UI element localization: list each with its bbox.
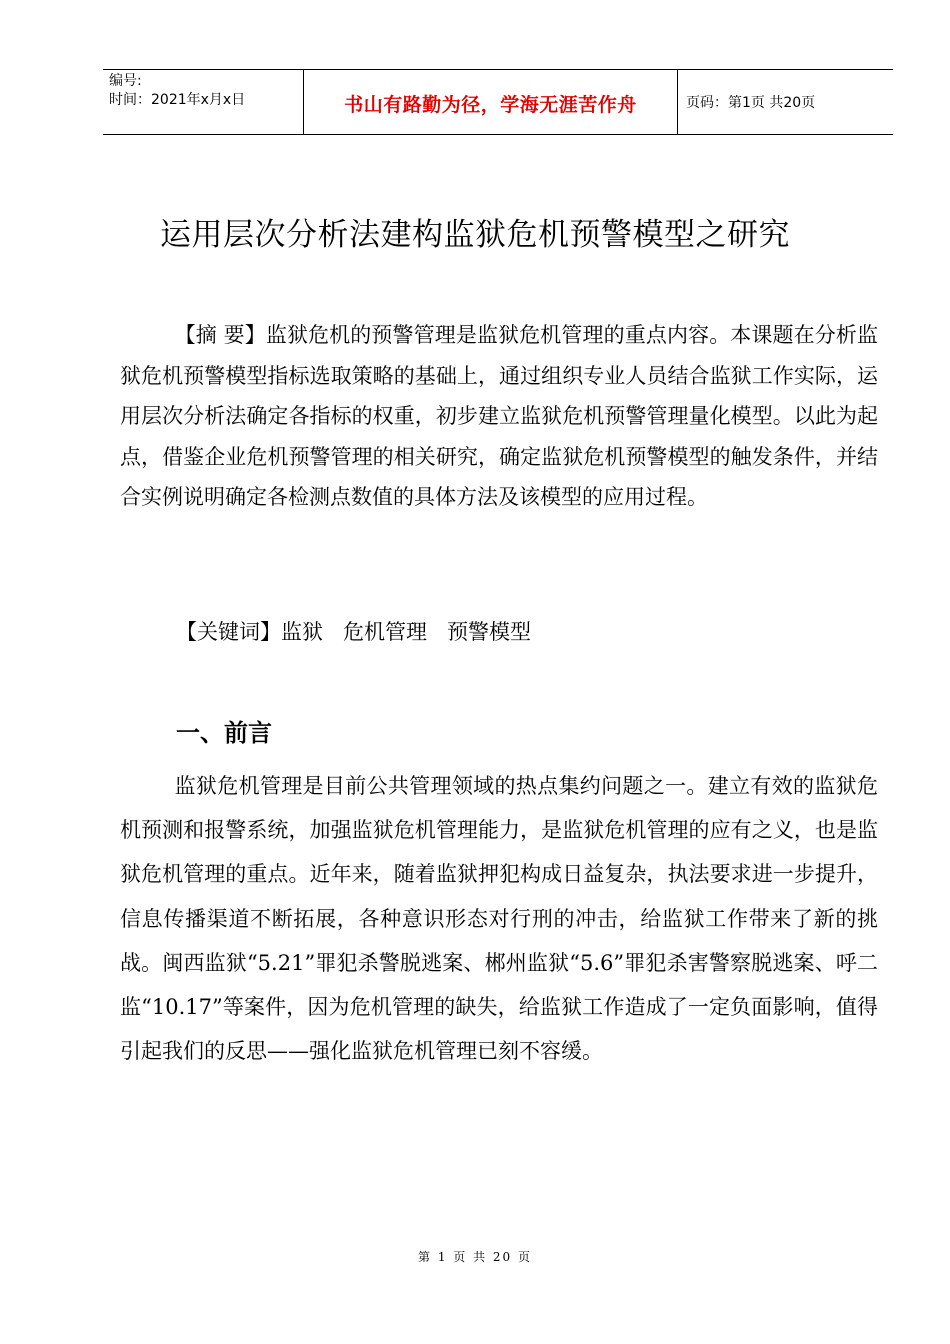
abstract-paragraph: 【摘 要】监狱危机的预警管理是监狱危机管理的重点内容。本课题在分析监狱危机预警模型指标选取策略的基础上，通过组织专业人员结合监狱工作实际，运用层次分析法确定各指标的权重，初步建立监狱危机预警管理量化模型。以此为起点，借鉴企业危机预警管理的相关研究，确定监狱危机预警模型的触发条件，并结合实例说明确定各检测点数值的具体方法及该模型的应用过程。 (120, 323, 878, 509)
number-label: 编号: (109, 73, 142, 89)
page-footer: 第 1 页 共 20 页 (418, 1250, 532, 1264)
header-motto-cell (304, 70, 678, 134)
header-meta-cell (103, 70, 304, 134)
body-paragraph: 监狱危机管理是目前公共管理领域的热点集约问题之一。建立有效的监狱危机预测和报警系统，加强监狱危机管理能力，是监狱危机管理的应有之义，也是监狱危机管理的重点。近年来，随着监狱押犯构成日益复杂，执法要求进一步提升，信息传播渠道不断拓展，各种意识形态对行刑的冲击，给监狱工作带来了新的挑战。闽西监狱“5.21”罪犯杀警脱逃案、郴州监狱“5.6”罪犯杀害警察脱逃案、呼二监“10.17”等案件，因为危机管理的缺失，给监狱工作造成了一定负面影响，值得引起我们的反思——强化监狱危机管理已刻不容缓。 (120, 774, 878, 1064)
section-heading: 一、前言 (176, 719, 272, 747)
document-title: 运用层次分析法建构监狱危机预警模型之研究 (160, 217, 790, 253)
page-info: 页码：第1页 共20页 (686, 95, 816, 111)
time-label: 时间：2021年x月x日 (109, 92, 246, 108)
motto-text: 书山有路勤为径，学海无涯苦作舟 (344, 93, 637, 116)
keywords-line: 【关键词】监狱 危机管理 预警模型 (176, 620, 532, 644)
header-page-cell (678, 70, 893, 134)
document-header (103, 69, 893, 135)
